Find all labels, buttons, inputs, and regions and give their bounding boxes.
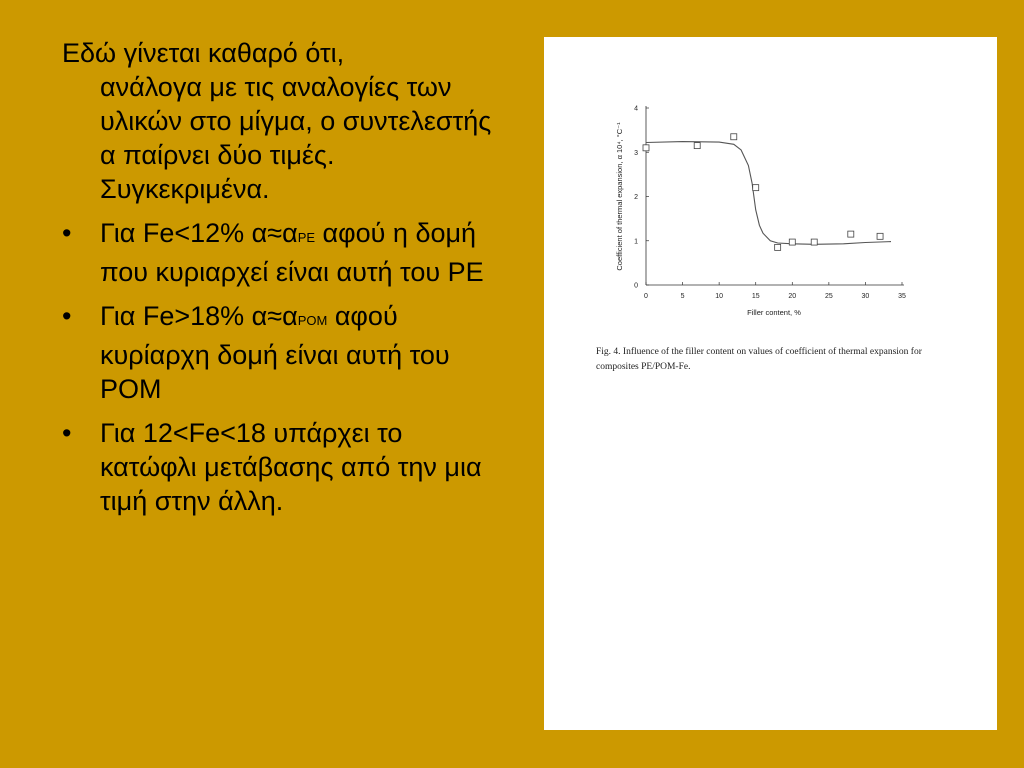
x-tick-label: 35: [898, 293, 906, 300]
y-axis-label: Coefficient of thermal expansion, α 10⁴, °C⁻¹: [615, 122, 624, 271]
y-tick-label: 2: [634, 194, 638, 201]
bullet-item-pom: [62, 299, 502, 406]
x-tick-label: 0: [644, 293, 648, 300]
x-tick-label: 25: [824, 293, 833, 300]
bullet-text-pre: Για 12<Fe<18 υπάρχει το κατώφλι μετάβασης από την μια τιμή στην άλλη.: [100, 418, 482, 516]
x-tick-label: 20: [788, 293, 797, 300]
intro-paragraph: [62, 36, 502, 206]
bullet-item-pe: [62, 216, 502, 289]
x-tick-label: 10: [715, 293, 724, 300]
y-tick-label: 0: [634, 282, 638, 290]
x-tick-label: 15: [751, 293, 760, 300]
bullet-text-post: αφού η δομή που κυριαρχεί είναι αυτή του PE: [100, 218, 484, 287]
y-tick-label: 1: [634, 238, 638, 246]
slide-text: [62, 36, 502, 528]
bullet-dot: •: [62, 218, 72, 248]
bullet-subscript: POM: [297, 313, 328, 328]
x-tick-label: 5: [680, 293, 685, 300]
figure-caption: Fig. 4. Influence of the filler content on values of coefficient of thermal expansion for composites PE/POM-Fe.: [596, 347, 922, 372]
x-axis-label: Filler content, %: [747, 308, 801, 317]
figure-panel: [544, 37, 997, 730]
bullet-dot: •: [62, 301, 72, 331]
y-tick-label: 3: [634, 149, 638, 157]
bullet-text-post: αφού κυρίαρχη δομή είναι αυτή του POM: [100, 301, 450, 404]
bullet-subscript: PE: [297, 230, 316, 245]
bullet-text-pre: Για Fe<12% α≈α: [100, 218, 298, 248]
bullet-text-pre: Για Fe>18% α≈α: [100, 301, 298, 331]
intro-line-2: ανάλογα με τις αναλογίες των υλικών στο μίγμα, ο συντελεστής α παίρνει δύο τιμές. Συγκεκριμένα.: [100, 72, 492, 204]
bullet-list: [62, 216, 502, 518]
bullet-item-threshold: [62, 416, 502, 518]
bullet-dot: •: [62, 418, 72, 448]
y-tick-label: 4: [634, 105, 638, 113]
intro-line-1: Εδώ γίνεται καθαρό ότι,: [62, 38, 345, 68]
x-tick-label: 30: [861, 293, 870, 300]
